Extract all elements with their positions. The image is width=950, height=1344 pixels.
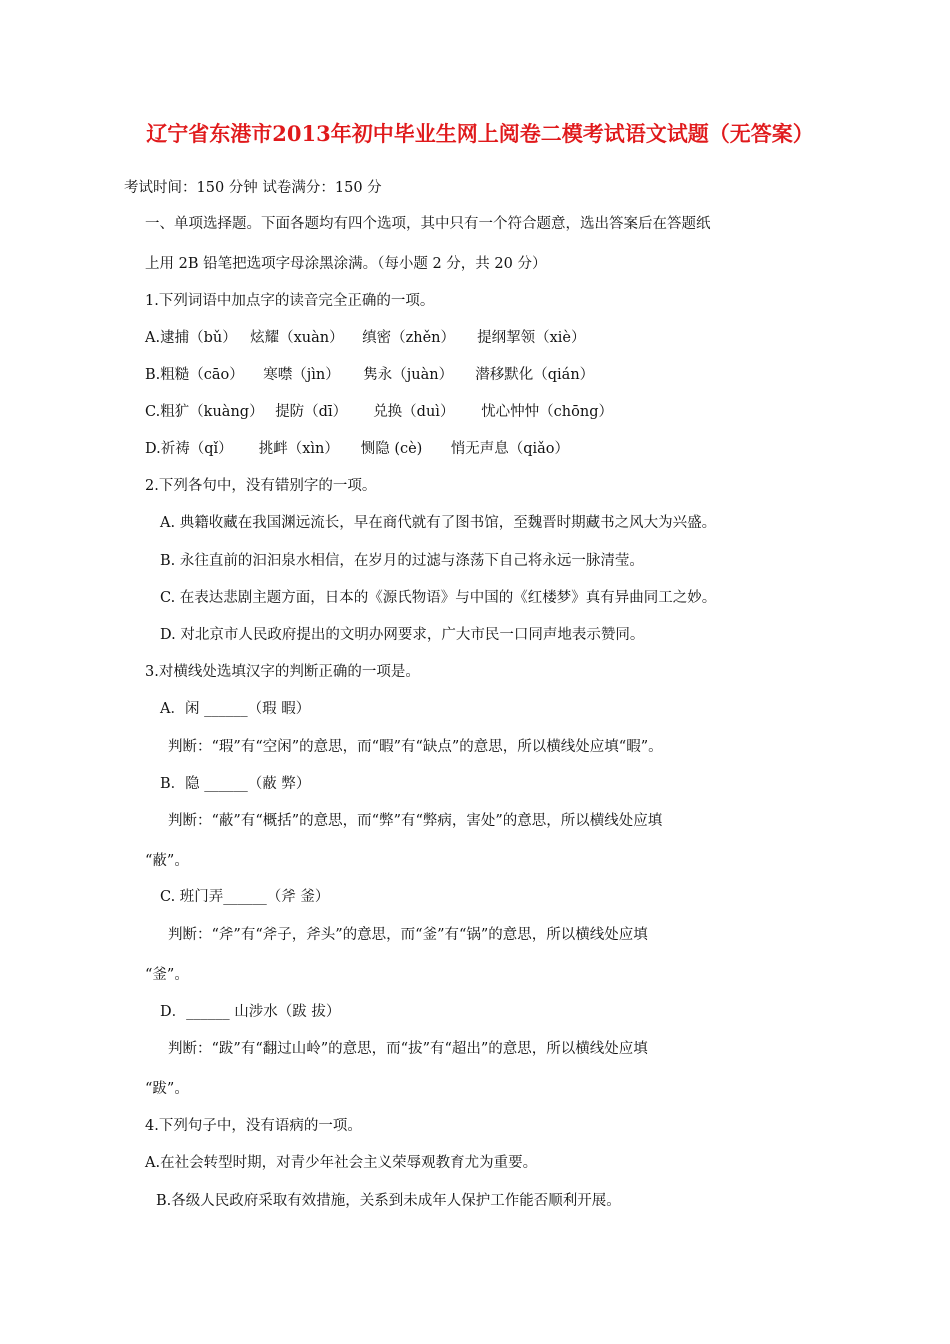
q3-option-d-judgement-cont: “跋”。 [145,1081,189,1097]
option-word: 隽永（juàn） [363,367,454,383]
option-word: 缜密（zhěn） [362,330,455,346]
document-title: 辽宁省东港市2013年初中毕业生网上阅卷二模考试语文试题（无答案） [146,121,814,146]
q3-option-c-judgement: 判断：“斧”有“斧子，斧头”的意思，而“釜”有“锅”的意思，所以横线处应填 [168,927,648,943]
option-word: 挑衅（xìn） [258,441,339,457]
option-word: 粗犷（kuàng） [160,404,264,420]
option-word: 忧心忡忡（chōng） [481,404,613,420]
q2-option-a: A. 典籍收藏在我国渊远流长，早在商代就有了图书馆，至魏晋时期藏书之风大为兴盛。 [160,515,717,531]
option-word: 恻隐 (cè) [360,441,423,457]
option-word: 潜移默化（qián） [475,367,595,383]
exam-info: 考试时间：150 分钟 试卷满分：150 分 [124,180,382,196]
option-word: 粗糙（cāo） [160,367,244,383]
option-letter: B. [145,367,161,383]
q3-option-c: C. 班门弄______（斧 釜） [160,889,330,905]
q3-option-b: B．隐 ______（蔽 弊） [160,776,311,792]
q2-option-c: C. 在表达悲剧主题方面，日本的《源氏物语》与中国的《红楼梦》真有异曲同工之妙。 [160,590,717,606]
q1-option-b [145,365,594,385]
q4-option-b: B.各级人民政府采取有效措施，关系到未成年人保护工作能否顺利开展。 [156,1193,621,1209]
option-word: 提防（dī） [275,404,348,420]
option-word: 兑换（duì） [373,404,455,420]
section1-heading-line2: 上用 2B 铅笔把选项字母涂黑涂满。（每小题 2 分，共 20 分） [145,256,547,272]
q1-option-d [145,439,569,459]
option-letter: D. [145,441,161,457]
q1-option-c [145,402,613,422]
option-word: 逮捕（bǔ） [160,330,237,346]
option-word: 提纲挈领（xiè） [477,330,586,346]
option-letter: C. [145,404,161,420]
q3-option-a-judgement: 判断：“瑕”有“空闲”的意思，而“暇”有“缺点”的意思，所以横线处应填“暇”。 [168,739,663,755]
q3-option-b-judgement: 判断：“蔽”有“概括”的意思，而“弊”有“弊病，害处”的意思，所以横线处应填 [168,813,663,829]
option-word: 祈祷（qǐ） [160,441,233,457]
q3-option-b-judgement-cont: “蔽”。 [145,853,189,869]
q2-option-d: D. 对北京市人民政府提出的文明办网要求，广大市民一口同声地表示赞同。 [160,627,645,643]
q4-stem: 4.下列句子中，没有语病的一项。 [145,1118,362,1134]
option-word: 寒噤（jìn） [263,367,340,383]
q2-stem: 2.下列各句中，没有错别字的一项。 [145,478,377,494]
q3-option-c-judgement-cont: “釜”。 [145,967,189,983]
option-letter: A. [145,330,161,346]
option-word: 炫耀（xuàn） [250,330,344,346]
q3-option-a: A．闲 ______（瑕 暇） [160,701,311,717]
option-word: 悄无声息（qiǎo） [450,441,570,457]
q3-stem: 3.对横线处选填汉字的判断正确的一项是。 [145,664,420,680]
q1-stem: 1.下列词语中加点字的读音完全正确的一项。 [145,293,435,309]
q2-option-b: B. 永往直前的汩汩泉水相信，在岁月的过滤与涤荡下自己将永远一脉清莹。 [160,553,644,569]
q3-option-d-judgement: 判断：“跋”有“翻过山岭”的意思，而“拔”有“超出”的意思，所以横线处应填 [168,1041,648,1057]
section1-heading-line1: 一、单项选择题。下面各题均有四个选项，其中只有一个符合题意，选出答案后在答题纸 [145,216,711,232]
q4-option-a: A.在社会转型时期，对青少年社会主义荣辱观教育尤为重要。 [145,1155,538,1171]
q1-option-a [145,328,586,348]
q3-option-d: D．______ 山涉水（跋 拔） [160,1004,341,1020]
